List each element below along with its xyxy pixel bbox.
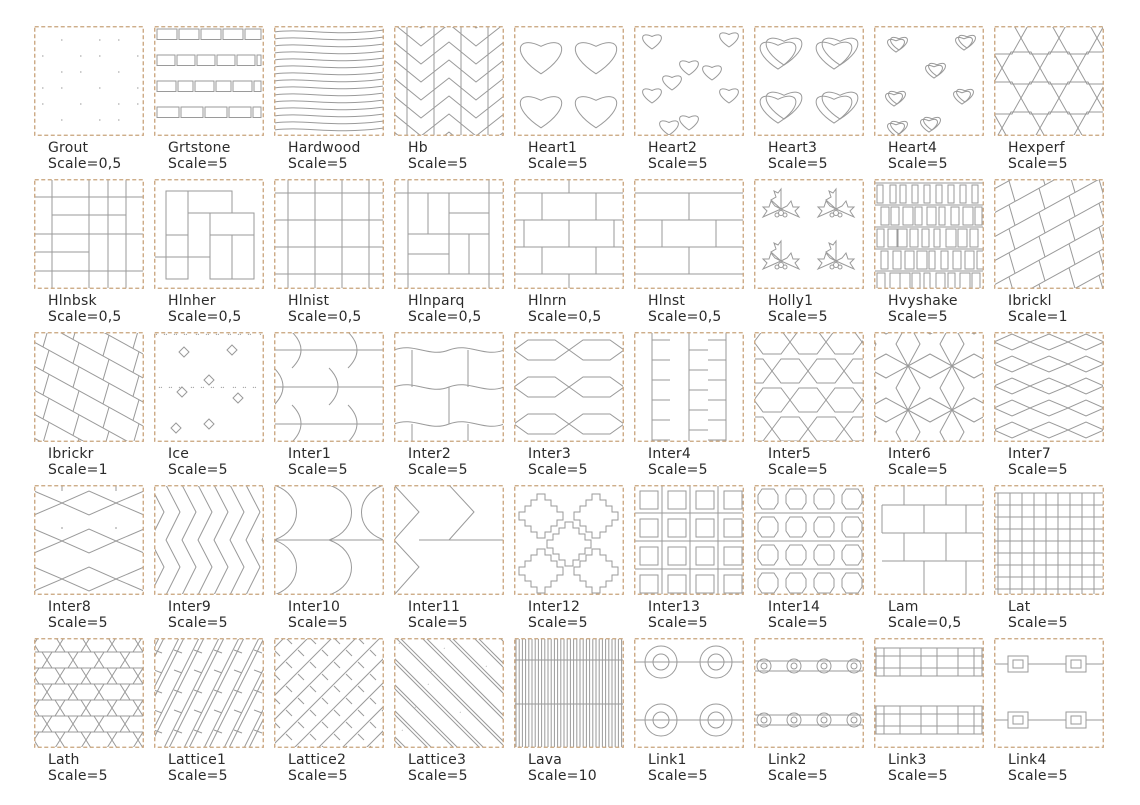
pattern-scale: Scale=5 — [288, 156, 348, 172]
pattern-scale: Scale=0,5 — [288, 309, 362, 325]
pattern-scale: Scale=5 — [888, 768, 948, 784]
pattern-scale: Scale=0,5 — [48, 309, 122, 325]
pattern-name: Hlnher — [168, 293, 216, 309]
tile-frame — [875, 486, 984, 595]
pattern-scale: Scale=5 — [888, 462, 948, 478]
pattern-name: Hlnparq — [408, 293, 465, 309]
pattern-name: Link4 — [1008, 752, 1047, 768]
pattern-name: Hexperf — [1008, 140, 1065, 156]
pattern-tile-lava[interactable] — [514, 638, 634, 790]
lat-pattern-icon — [994, 485, 1104, 595]
pattern-name: Hvyshake — [888, 293, 958, 309]
pattern-tile-hvyshake[interactable] — [874, 179, 994, 331]
pattern-scale: Scale=5 — [768, 309, 828, 325]
pattern-scale: Scale=5 — [408, 615, 468, 631]
pattern-scale: Scale=5 — [888, 309, 948, 325]
link3-pattern-icon — [874, 638, 984, 748]
pattern-name: Inter1 — [288, 446, 331, 462]
lattice3-pattern-icon — [394, 638, 504, 748]
pattern-tile-hlnher[interactable] — [154, 179, 274, 331]
pattern-tile-heart1[interactable] — [514, 26, 634, 178]
heart3-pattern-icon — [754, 26, 864, 136]
pattern-tile-hexperf[interactable] — [994, 26, 1114, 178]
pattern-tile-hlnst[interactable] — [634, 179, 754, 331]
pattern-name: Inter11 — [408, 599, 461, 615]
tile-frame — [755, 180, 864, 289]
pattern-scale: Scale=5 — [168, 462, 228, 478]
grout-pattern-icon — [34, 26, 144, 136]
pattern-name: Inter3 — [528, 446, 571, 462]
pattern-tile-ibrickr[interactable] — [34, 332, 154, 484]
pattern-name: Holly1 — [768, 293, 814, 309]
pattern-name: Inter2 — [408, 446, 451, 462]
lam-pattern-icon — [874, 485, 984, 595]
pattern-scale: Scale=5 — [768, 615, 828, 631]
pattern-tile-ice[interactable] — [154, 332, 274, 484]
inter13-pattern-icon — [634, 485, 744, 595]
pattern-tile-inter6[interactable] — [874, 332, 994, 484]
pattern-tile-hlnparq[interactable] — [394, 179, 514, 331]
pattern-scale: Scale=5 — [528, 615, 588, 631]
pattern-tile-holly1[interactable] — [754, 179, 874, 331]
hlnrn-pattern-icon — [514, 179, 624, 289]
hlnbsk-pattern-icon — [34, 179, 144, 289]
hlnist-pattern-icon — [274, 179, 384, 289]
pattern-scale: Scale=1 — [48, 462, 108, 478]
pattern-name: Ibrickr — [48, 446, 94, 462]
pattern-tile-link4[interactable] — [994, 638, 1114, 790]
pattern-scale: Scale=5 — [408, 462, 468, 478]
pattern-name: Grout — [48, 140, 89, 156]
pattern-tile-grout[interactable] — [34, 26, 154, 178]
pattern-name: Hlnbsk — [48, 293, 97, 309]
inter2-pattern-icon — [394, 332, 504, 442]
pattern-tile-heart2[interactable] — [634, 26, 754, 178]
pattern-tile-heart4[interactable] — [874, 26, 994, 178]
pattern-tile-hardwood[interactable] — [274, 26, 394, 178]
lattice1-pattern-icon — [154, 638, 264, 748]
pattern-tile-hlnbsk[interactable] — [34, 179, 154, 331]
tile-frame — [755, 486, 864, 595]
pattern-scale: Scale=5 — [288, 768, 348, 784]
pattern-scale: Scale=5 — [168, 615, 228, 631]
pattern-tile-lat[interactable] — [994, 485, 1114, 637]
pattern-scale: Scale=5 — [768, 768, 828, 784]
pattern-tile-inter7[interactable] — [994, 332, 1114, 484]
pattern-scale: Scale=5 — [48, 615, 108, 631]
pattern-scale: Scale=5 — [408, 768, 468, 784]
herringbone-pattern-icon — [394, 26, 504, 136]
hlnst-pattern-icon — [634, 179, 744, 289]
pattern-name: Lattice2 — [288, 752, 347, 768]
pattern-tile-inter4[interactable] — [634, 332, 754, 484]
pattern-name: Link1 — [648, 752, 687, 768]
pattern-scale: Scale=5 — [168, 768, 228, 784]
pattern-name: Link3 — [888, 752, 927, 768]
grtstone-pattern-icon — [154, 26, 264, 136]
tile-frame — [635, 486, 744, 595]
pattern-name: Inter8 — [48, 599, 91, 615]
pattern-tile-inter8[interactable] — [34, 485, 154, 637]
hvyshake-pattern-icon — [874, 179, 984, 289]
pattern-scale: Scale=5 — [1008, 156, 1068, 172]
pattern-name: Link2 — [768, 752, 807, 768]
pattern-name: Inter13 — [648, 599, 701, 615]
pattern-tile-link3[interactable] — [874, 638, 994, 790]
hexperf-pattern-icon — [994, 26, 1104, 136]
pattern-scale: Scale=5 — [648, 156, 708, 172]
pattern-name: Lam — [888, 599, 919, 615]
pattern-scale: Scale=5 — [288, 615, 348, 631]
tile-frame — [155, 180, 264, 289]
holly-pattern-icon — [754, 179, 864, 289]
pattern-tile-hb[interactable] — [394, 26, 514, 178]
pattern-name: Lat — [1008, 599, 1031, 615]
link4-pattern-icon — [994, 638, 1104, 748]
tile-frame — [35, 486, 144, 595]
pattern-name: Hlnist — [288, 293, 330, 309]
pattern-tile-lam[interactable] — [874, 485, 994, 637]
pattern-tile-inter9[interactable] — [154, 485, 274, 637]
inter14-pattern-icon — [754, 485, 864, 595]
pattern-name: Hlnrn — [528, 293, 567, 309]
tile-frame — [35, 27, 144, 136]
inter1-pattern-icon — [274, 332, 384, 442]
tile-frame — [635, 27, 744, 136]
pattern-scale: Scale=0,5 — [48, 156, 122, 172]
inter12-pattern-icon — [514, 485, 624, 595]
pattern-scale: Scale=0,5 — [168, 309, 242, 325]
inter7-pattern-icon — [994, 332, 1104, 442]
pattern-scale: Scale=5 — [768, 462, 828, 478]
inter9-pattern-icon — [154, 485, 264, 595]
inter11-pattern-icon — [394, 485, 504, 595]
pattern-name: Inter14 — [768, 599, 821, 615]
heart1-pattern-icon — [514, 26, 624, 136]
link1-pattern-icon — [634, 638, 744, 748]
heart2-pattern-icon — [634, 26, 744, 136]
pattern-tile-inter1[interactable] — [274, 332, 394, 484]
pattern-name: Inter7 — [1008, 446, 1051, 462]
inter6-pattern-icon — [874, 332, 984, 442]
pattern-name: Hb — [408, 140, 428, 156]
pattern-tile-inter13[interactable] — [634, 485, 754, 637]
tile-frame — [275, 180, 384, 289]
pattern-scale: Scale=5 — [408, 156, 468, 172]
pattern-scale: Scale=5 — [888, 156, 948, 172]
lath-pattern-icon — [34, 638, 144, 748]
inter3-pattern-icon — [514, 332, 624, 442]
pattern-tile-lattice2[interactable] — [274, 638, 394, 790]
pattern-name: Inter10 — [288, 599, 341, 615]
pattern-tile-ibrickl[interactable] — [994, 179, 1114, 331]
pattern-name: Lattice1 — [168, 752, 227, 768]
pattern-scale: Scale=5 — [1008, 768, 1068, 784]
pattern-scale: Scale=5 — [648, 462, 708, 478]
pattern-name: Ibrickl — [1008, 293, 1052, 309]
pattern-tile-inter14[interactable] — [754, 485, 874, 637]
pattern-name: Lattice3 — [408, 752, 467, 768]
pattern-scale: Scale=5 — [1008, 615, 1068, 631]
tile-frame — [875, 333, 984, 442]
pattern-tile-inter3[interactable] — [514, 332, 634, 484]
pattern-name: Inter4 — [648, 446, 691, 462]
tile-frame — [515, 639, 624, 748]
pattern-name: Lath — [48, 752, 80, 768]
pattern-tile-lattice3[interactable] — [394, 638, 514, 790]
lava-pattern-icon — [514, 638, 624, 748]
pattern-scale: Scale=5 — [648, 768, 708, 784]
lattice2-pattern-icon — [274, 638, 384, 748]
ibrickr-pattern-icon — [34, 332, 144, 442]
pattern-tile-inter10[interactable] — [274, 485, 394, 637]
pattern-scale: Scale=0,5 — [528, 309, 602, 325]
pattern-name: Hardwood — [288, 140, 361, 156]
pattern-name: Heart1 — [528, 140, 578, 156]
pattern-name: Inter5 — [768, 446, 811, 462]
pattern-name: Ice — [168, 446, 190, 462]
pattern-scale: Scale=0,5 — [648, 309, 722, 325]
pattern-name: Inter6 — [888, 446, 931, 462]
tile-frame — [875, 639, 984, 748]
pattern-tile-inter2[interactable] — [394, 332, 514, 484]
pattern-scale: Scale=5 — [528, 156, 588, 172]
tile-frame — [995, 27, 1104, 136]
pattern-name: Grtstone — [168, 140, 231, 156]
pattern-scale: Scale=5 — [288, 462, 348, 478]
pattern-scale: Scale=5 — [768, 156, 828, 172]
inter8-pattern-icon — [34, 485, 144, 595]
pattern-tile-lath[interactable] — [34, 638, 154, 790]
pattern-name: Inter12 — [528, 599, 581, 615]
inter4-pattern-icon — [634, 332, 744, 442]
pattern-name: Heart3 — [768, 140, 818, 156]
heart4-pattern-icon — [874, 26, 984, 136]
tile-frame — [755, 639, 864, 748]
tile-frame — [155, 486, 264, 595]
pattern-tile-inter12[interactable] — [514, 485, 634, 637]
pattern-scale: Scale=5 — [528, 462, 588, 478]
pattern-name: Heart2 — [648, 140, 698, 156]
pattern-tile-heart3[interactable] — [754, 26, 874, 178]
hardwood-pattern-icon — [274, 26, 384, 136]
pattern-name: Heart4 — [888, 140, 938, 156]
pattern-scale: Scale=1 — [1008, 309, 1068, 325]
tile-frame — [995, 486, 1104, 595]
pattern-tile-inter5[interactable] — [754, 332, 874, 484]
ice-pattern-icon — [154, 332, 264, 442]
pattern-tile-grtstone[interactable] — [154, 26, 274, 178]
pattern-name: Inter9 — [168, 599, 211, 615]
pattern-scale: Scale=0,5 — [888, 615, 962, 631]
pattern-tile-link1[interactable] — [634, 638, 754, 790]
pattern-name: Hlnst — [648, 293, 686, 309]
pattern-scale: Scale=5 — [168, 156, 228, 172]
pattern-tile-hlnrn[interactable] — [514, 179, 634, 331]
inter10-pattern-icon — [274, 485, 384, 595]
pattern-scale: Scale=5 — [648, 615, 708, 631]
pattern-scale: Scale=10 — [528, 768, 597, 784]
pattern-name: Lava — [528, 752, 563, 768]
pattern-scale: Scale=5 — [1008, 462, 1068, 478]
pattern-tile-inter11[interactable] — [394, 485, 514, 637]
link2-pattern-icon — [754, 638, 864, 748]
tile-frame — [995, 639, 1104, 748]
inter5-pattern-icon — [754, 332, 864, 442]
pattern-tile-hlnist[interactable] — [274, 179, 394, 331]
pattern-tile-link2[interactable] — [754, 638, 874, 790]
ibrickl-pattern-icon — [994, 179, 1104, 289]
hlnher-pattern-icon — [154, 179, 264, 289]
tile-frame — [395, 27, 504, 136]
pattern-scale: Scale=0,5 — [408, 309, 482, 325]
tile-frame — [35, 333, 144, 442]
pattern-tile-lattice1[interactable] — [154, 638, 274, 790]
hlnparq-pattern-icon — [394, 179, 504, 289]
pattern-scale: Scale=5 — [48, 768, 108, 784]
